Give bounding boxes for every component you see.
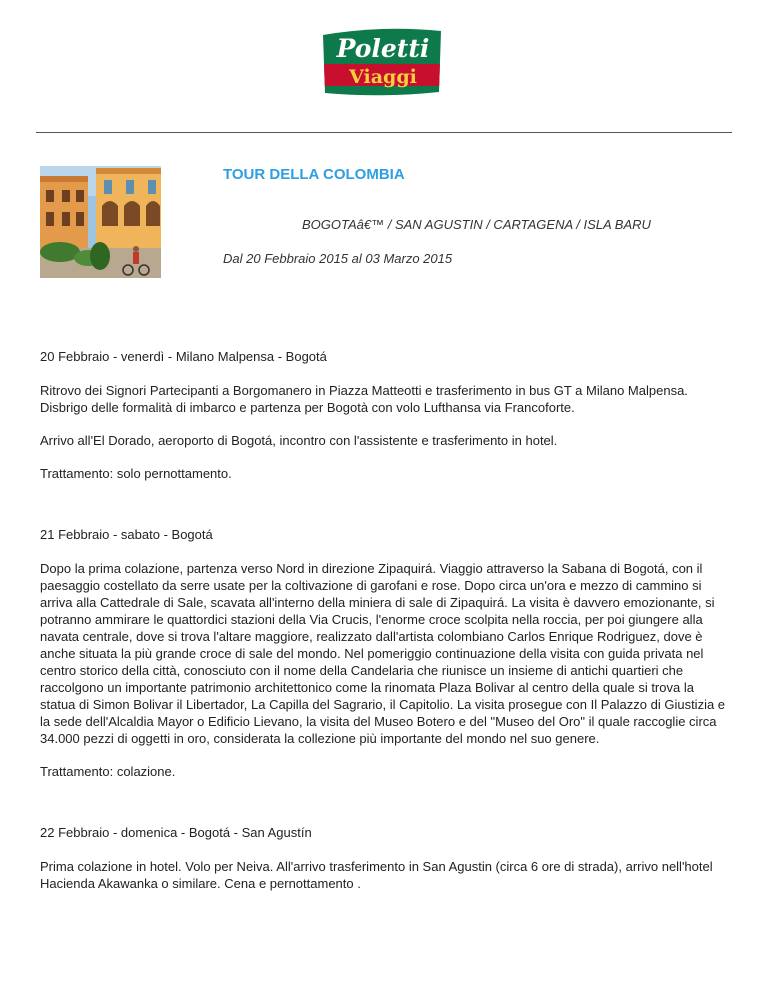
tour-title: TOUR DELLA COLOMBIA [223,166,405,183]
logo-text-poletti: Poletti [336,34,430,63]
day-section-22-feb [40,824,730,892]
day-paragraph: Ritrovo dei Signori Partecipanti a Borgomanero in Piazza Matteotti e trasferimento in bus GT a Milano Malpensa. Disbrigo delle formalità di imbarco e partenza per Bogotà con volo Lufthansa via Francoforte. [40,383,688,415]
header-divider [36,132,732,133]
tour-dates: Dal 20 Febbraio 2015 al 03 Marzo 2015 [223,251,453,266]
logo-text-viaggi: Viaggi [349,66,417,88]
day-heading: 20 Febbraio - venerdì - Milano Malpensa - Bogotá [40,349,327,364]
day-heading: 22 Febbraio - domenica - Bogotá - San Agustín [40,825,312,840]
day-section-20-feb [40,348,730,482]
day-paragraph: Prima colazione in hotel. Volo per Neiva. All'arrivo trasferimento in San Agustin (circa 6 ore di strada), arrivo nell'hotel Hacienda Akawanka o similare. Cena e pernottamento . [40,859,713,891]
tour-route: BOGOTAâ€™ / SAN AGUSTIN / CARTAGENA / ISLA BARU [302,217,651,232]
day-heading: 21 Febbraio - sabato - Bogotá [40,527,213,542]
logo-graphic [319,26,445,96]
day-paragraph: Arrivo all'El Dorado, aeroporto di Bogotá, incontro con l'assistente e trasferimento in hotel. [40,433,558,448]
photo-illustration [40,166,161,278]
poletti-viaggi-logo [319,26,445,96]
day-paragraph: Dopo la prima colazione, partenza verso Nord in direzione Zipaquirá. Viaggio attraverso la Sabana di Bogotá, con il paesaggio costellato da serre usate per la coltivazione di garofani e rose. Dopo circa un'ora e mezzo di cammino si arriva alla Cattedrale di Sale, scavata all'interno della miniera di sale di Zipaquirá. La visita è davvero emozionante, si potranno ammirare le quattordici stazioni della Via Crucis, l'enorme croce scolpita nella roccia, per poi giungere alla navata centrale, dove si trova l'altare maggiore, realizzato dall'artista colombiano Carlos Enrique Rodriguez, dove è anche situata la più grande croce di sale del mondo. Nel pomeriggio continuazione della visita con guida privata nel centro storico della città, conosciuto con il nome della Candelaria che riunisce un insieme di antichi quartieri che raccolgono un importante patrimonio architettonico come la rinomata Plaza Bolivar al centro della quale si trova la statua di Simon Bolivar il Libertador, La Capilla del Sagrario, il Capitolio. La visita prosegue con Il Palazzo di Giustizia e la sede dell'Alcaldia Mayor o Edificio Lievano, la visita del Museo Botero e del "Museo del Oro" il quale raccoglie circa 34.000 pezzi di oggetti in oro, considerata la collezione più importante del mondo nel suo genere. [40,561,726,746]
cartagena-photo [40,166,161,278]
day-section-21-feb [40,526,730,780]
day-treatment: Trattamento: colazione. [40,764,176,779]
itinerary [40,348,730,936]
day-treatment: Trattamento: solo pernottamento. [40,466,232,481]
